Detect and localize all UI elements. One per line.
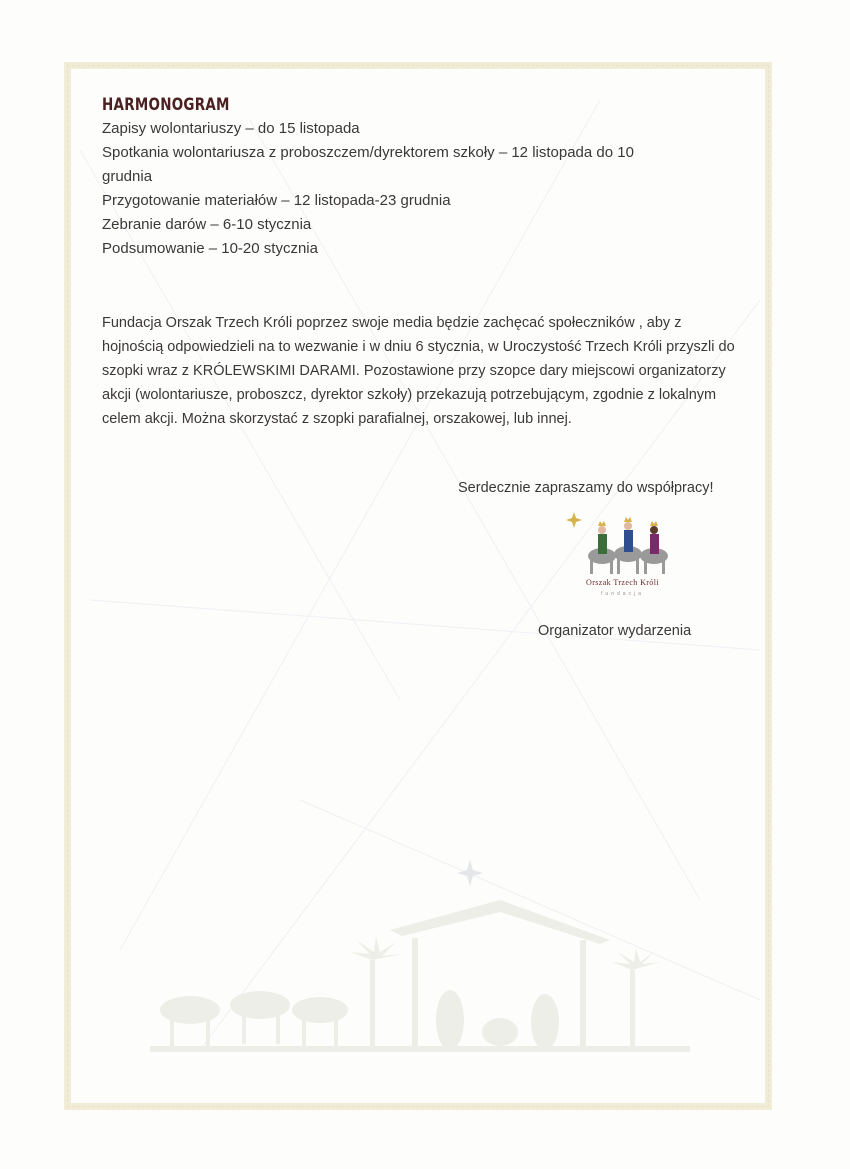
schedule-item: Zapisy wolontariuszy – do 15 listopada: [102, 120, 360, 137]
schedule-item: Podsumowanie – 10-20 stycznia: [102, 240, 318, 257]
nativity-scene-illustration: [150, 900, 710, 1070]
logo-subtext: fundacja: [601, 591, 644, 597]
schedule-item: Zebranie darów – 6-10 stycznia: [102, 216, 312, 233]
schedule-item: grudnia: [102, 168, 153, 185]
logo-text: Orszak Trzech Króli: [586, 578, 659, 587]
schedule-section: [102, 95, 752, 261]
organizer-signature: Organizator wydarzenia: [538, 623, 692, 639]
schedule-item: Przygotowanie materiałów – 12 listopada-23 grudnia: [102, 192, 451, 209]
body-paragraph: Fundacja Orszak Trzech Króli poprzez swoje media będzie zachęcać społeczników , aby z hojnością odpowiedzieli na to wezwanie i w dniu 6 stycznia, w Uroczystość Trzech Króli przyszli do szopki wraz z KRÓLEWSKIMI DARAMI. Pozostawione przy szopce dary miejscowi organizatorzy akcji (wolontariusze, proboszcz, dyrektor szkoły) przekazują potrzebującym, zgodnie z lokalnym celem akcji. Można skorzystać z szopki parafialnej, orszakowej, lub innej.: [102, 315, 735, 427]
schedule-item: Spotkania wolontariusza z proboszczem/dyrektorem szkoły – 12 listopada do 10: [102, 144, 634, 161]
page-title: HARMONOGRAM: [102, 95, 230, 115]
closing-line: Serdecznie zapraszamy do współpracy!: [458, 480, 714, 496]
